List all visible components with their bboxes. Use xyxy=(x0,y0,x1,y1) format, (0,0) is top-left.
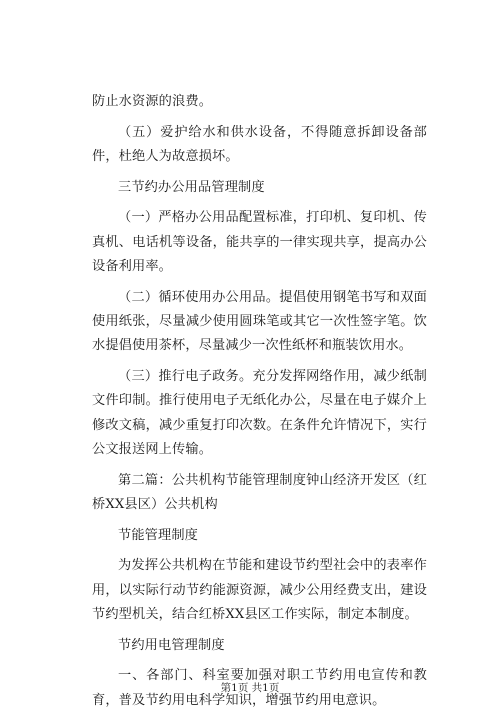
paragraph: （三）推行电子政务。充分发挥网络作用，减少纸制文件印制。推行使用电子无纸化办公，尽量在电子媒介上修改文稿，减少重复打印次数。在条件允许情况下，实行公文报送网上传输。 xyxy=(92,369,427,458)
paragraph: （二）循环使用办公用品。提倡使用钢笔书写和双面使用纸张，尽量减少使用圆珠笔或其它一次性签字笔。饮水提倡使用茶杯，尽量减少一次性纸杯和瓶装饮用水。 xyxy=(92,289,427,354)
chapter-title: 第二篇：公共机构节能管理制度钟山经济开发区（红桥XX县区）公共机构 xyxy=(92,472,427,513)
chapter-subtitle: 节能管理制度 xyxy=(118,527,199,543)
paragraph: （五）爱护给水和供水设备，不得随意拆卸设备部件，杜绝人为故意损坏。 xyxy=(92,124,427,164)
paragraph: 防止水资源的浪费。 xyxy=(92,94,213,109)
section-heading: 节约用电管理制度 xyxy=(118,637,225,653)
paragraph: （一）严格办公用品配置标准，打印机、复印机、传真机、电话机等设备，能共享的一律实现共享，提高办公设备利用率。 xyxy=(92,210,427,274)
document-body xyxy=(92,90,427,719)
paragraph: 为发挥公共机构在节能和建设节约型社会中的表率作用，以实际行动节约能源资源，减少公用经费支出，建设节约型机关，结合红桥XX县区工作实际，制定本制度。 xyxy=(92,558,427,623)
section-heading: 三节约办公用品管理制度 xyxy=(118,179,265,195)
paragraph: 一、各部门、科室要加强对职工节约用电宣传和教育，普及节约用电科学知识，增强节约用电意识。 xyxy=(92,668,427,708)
page-number: 第1页 共1页 xyxy=(220,682,280,694)
